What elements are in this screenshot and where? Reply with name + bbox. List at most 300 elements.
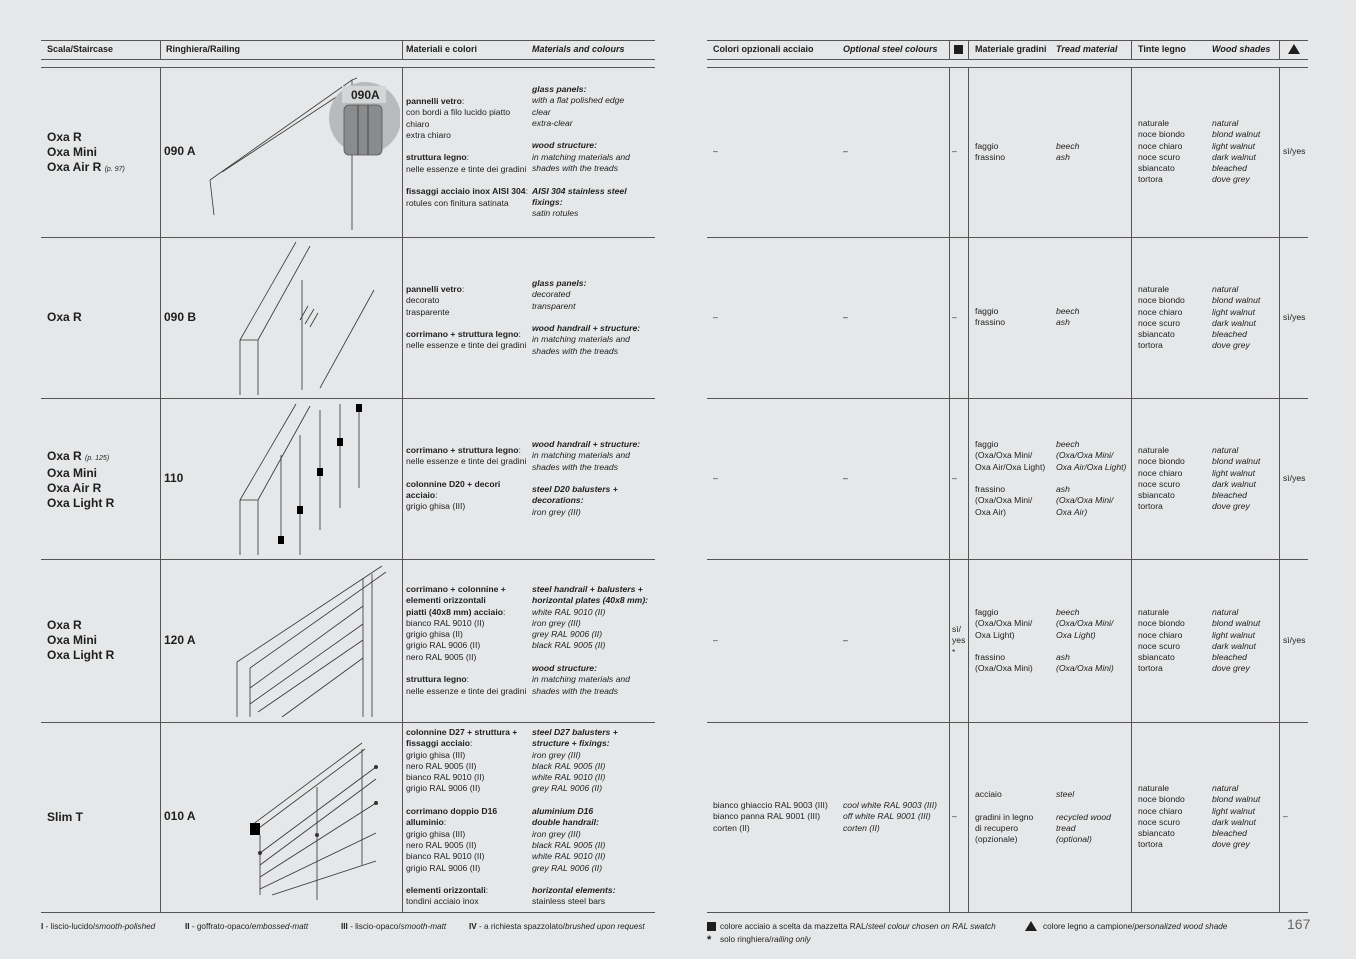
left-header-top-rule [41,40,655,41]
material-label: steel handrail + balusters + [532,584,643,594]
materials-en-line: white RAL 9010 (II) [532,851,606,862]
wood-shade-en-line: blond walnut [1212,295,1261,306]
tread-material-it-line: frassino [975,317,1006,328]
header-wood-it: Tinte legno [1138,44,1186,54]
material-label: struttura legno [406,674,467,685]
staircase-names [47,449,114,511]
tread-material-it-line [975,800,1033,811]
materials-it-line [406,96,528,107]
black-triangle-icon [1025,921,1037,931]
material-label: corrimano + struttura legno [406,445,519,455]
wood-shade-it-line: noce chiaro [1138,805,1183,816]
steel-colours-it-line: – [713,146,718,156]
tread-material-it [975,607,1033,675]
staircase-name [47,648,114,663]
tread-material-en-line [1056,473,1126,484]
wood-shade-en-line: blond walnut [1212,618,1261,629]
steel-colours-en [843,800,937,834]
label-colon: : [466,674,470,685]
tread-material-it-line: di recupero [975,822,1018,833]
steel-colours-en-line: – [843,146,848,156]
materials-en-line: iron grey (III) [532,749,581,760]
left-rule [41,398,655,399]
tread-material-en-line: tread [1056,822,1076,833]
tread-material-it-line [975,473,1045,484]
materials-it-line [406,490,526,501]
asterisk-legend: solo ringhiera/railing only [720,935,811,944]
finish-legend-3: III - liscio-opaco/smooth-matt [341,922,447,931]
ral-option [952,312,957,323]
left-col-rule [160,67,161,912]
header-steel-colours-en: Optional steel colours [843,44,938,54]
materials-it-line: grigio RAL 9006 (II) [406,640,481,651]
materials-it-line [406,445,526,456]
material-label: wood handrail + structure: [532,439,641,449]
right-col-rule [968,67,969,912]
materials-en-line [532,495,640,506]
materials-en-line [532,174,630,185]
materials-en [532,584,648,697]
steel-colours-it [713,312,718,323]
wood-shade-en-line: light walnut [1212,805,1255,816]
wood-shade-en [1212,445,1260,513]
materials-en-line [532,584,648,595]
steel-colours-it-line: – [713,635,718,645]
material-label: acciaio [406,490,436,501]
label-colon: : [466,152,470,163]
tread-material-en-line: (Oxa/Oxa Mini/ [1056,618,1114,629]
material-label: glass panels: [532,84,587,94]
wood-shade-it [1138,118,1185,186]
materials-it-line: bianco RAL 9010 (II) [406,772,485,783]
wood-shade-it-line: noce biondo [1138,129,1185,140]
wood-shade-it-line: noce chiaro [1138,306,1183,317]
tread-material-en-line: ash [1056,484,1070,495]
wood-shade-it-line: noce chiaro [1138,629,1183,640]
materials-it-line: grigio ghisa (III) [406,828,466,839]
ral-option [952,811,957,822]
steel-colours-it-line: bianco ghiaccio RAL 9003 (III) [713,800,828,810]
wood-shade-en-line: dove grey [1212,174,1250,185]
label-colon: : [461,284,465,294]
right-rule [707,559,1308,560]
staircase-name [47,310,82,325]
materials-it-line: tondini acciaio inox [406,896,479,907]
materials-en-line [532,885,618,896]
steel-colours-en [843,146,848,157]
header-wood-en: Wood shades [1212,44,1271,54]
tread-material-en [1056,141,1079,164]
tread-material-en [1056,607,1114,675]
wood-shade-en-line: dark walnut [1212,478,1256,489]
tread-material-en-line: ash [1056,152,1070,163]
material-label: corrimano + struttura legno [406,329,519,340]
material-label: steel D27 balusters + [532,727,618,737]
staircase-name [47,633,114,648]
materials-it-line [406,806,517,817]
staircase-model: Oxa Mini [47,633,98,647]
wood-shade-it [1138,607,1185,675]
materials-it-line [406,479,526,490]
page-reference: (p. 97) [104,166,125,173]
label-colon: : [461,96,465,106]
material-label: alluminio [406,817,444,828]
materials-it-line: decorato [406,295,440,306]
materials-en-line: shades with the treads [532,685,618,696]
staircase-model: Oxa Air R [47,160,102,174]
steel-colours-en [843,473,848,484]
tread-material-it-line: Oxa Air) [975,506,1007,517]
materials-it-line [406,817,517,828]
wood-shade-en-line: dark walnut [1212,317,1256,328]
wood-shade-it-line: noce chiaro [1138,140,1183,151]
wood-shade-en-line: bleached [1212,652,1247,663]
left-col-rule [402,40,403,59]
steel-colours-it [713,800,828,834]
wood-shade-it-line: tortora [1138,663,1163,674]
ral-option-line: – [952,811,957,821]
steel-colours-en-line: – [843,473,848,483]
ral-option [952,146,957,157]
steel-colours-en-line: off white RAL 9001 (III) [843,811,931,822]
wood-shade-it-line: sbiancato [1138,490,1175,501]
ral-option-line: yes [952,635,966,646]
staircase-name [47,496,114,511]
materials-it-line: rotules con finitura satinata [406,197,509,208]
wood-shade-it-line: noce scuro [1138,478,1181,489]
staircase-names [47,130,125,177]
staircase-model: Oxa R [47,449,82,463]
staircase-name [47,466,114,481]
wood-shade-it-line: noce chiaro [1138,467,1183,478]
wood-shade-it-line: naturale [1138,607,1170,617]
right-col-rule [1131,67,1132,912]
materials-en-line [532,140,630,151]
material-label: colonnine D27 + struttura + [406,727,518,737]
railing-code: 110 [164,471,184,485]
staircase-model: Slim T [47,810,84,824]
materials-it [406,284,526,352]
staircase-names [47,810,83,825]
wood-shade-en-line: blond walnut [1212,129,1261,140]
tread-material-en-line: Oxa Light) [1056,629,1096,640]
staircase-model: Oxa R [47,618,82,632]
wood-shade-en-line: dove grey [1212,839,1250,850]
right-col-rule [949,40,950,59]
steel-colours-it-line: – [713,312,718,322]
wood-shade-en-line: light walnut [1212,467,1255,478]
material-label: AISI 304 stainless steel [532,185,627,196]
tread-material-en-line: (Oxa/Oxa Mini) [1056,663,1114,674]
header-staircase: Scala/Staircase [47,44,114,54]
staircase-model: Oxa Light R [47,496,115,510]
materials-it-line [406,607,526,618]
wood-shade-en-line: natural [1212,445,1239,455]
custom-shade-option: sì/yes [1283,473,1306,483]
tread-material-it [975,141,1005,164]
materials-it-line [406,663,526,674]
left-rule [41,559,655,560]
wood-shade-it-line: noce biondo [1138,618,1185,629]
materials-en-line [532,795,618,806]
tread-material-en-line: beech [1056,439,1080,449]
wood-shade-en [1212,118,1260,186]
materials-en [532,439,640,518]
tread-material-en-line: recycled wood [1056,811,1111,822]
triangle-legend: colore legno a campione/personalized wood shade [1043,922,1228,931]
tread-material-en-line: (Oxa/Oxa Mini/ [1056,450,1114,461]
asterisk-icon: * [707,934,712,946]
ral-option-line: – [952,146,957,156]
materials-it-line: bianco RAL 9010 (II) [406,617,485,628]
material-label: pannelli vetro [406,284,462,294]
material-label: piatti (40x8 mm) acciaio [406,606,503,617]
tread-material-it-line: (Oxa/Oxa Mini/ [975,495,1033,506]
material-label: double handrail: [532,817,599,828]
label-colon: : [470,738,473,749]
tread-material-it-line: frassino [975,652,1006,663]
wood-shade-en-line: dove grey [1212,501,1250,512]
materials-en-line: clear [532,106,551,117]
label-colon: : [518,329,521,340]
materials-en-line [532,595,648,606]
materials-en-line: satin rotules [532,208,579,219]
materials-it-line [406,874,517,885]
materials-en-line: white RAL 9010 (II) [532,772,606,783]
materials-en-line [532,817,618,828]
staircase-name [47,481,114,496]
steel-colours-it [713,473,718,484]
materials-it-line: con bordi a filo lucido piatto [406,107,511,118]
tread-material-it-line: Oxa Light) [975,629,1015,640]
materials-en-line [532,727,618,738]
wood-shade-it-line: noce scuro [1138,816,1181,827]
ral-option [952,473,957,484]
wood-shade-it-line: sbiancato [1138,329,1175,340]
tread-material-it [975,306,1005,329]
label-colon: : [518,445,521,455]
wood-shade-it [1138,445,1185,513]
materials-en-line: extra-clear [532,117,573,128]
right-rule [707,398,1308,399]
material-label: corrimano + colonnine + [406,584,506,594]
materials-en-line: transparent [532,300,576,311]
wood-shade-en-line: bleached [1212,828,1247,839]
materials-it-line [406,175,528,186]
railing-code: 090 B [164,310,197,324]
wood-shade-it-line: noce biondo [1138,456,1185,467]
wood-shade-en-line: bleached [1212,329,1247,340]
steel-colours-en-line: cool white RAL 9003 (III) [843,800,937,810]
railing-090b-illustration [162,240,400,396]
materials-en-line [532,473,640,484]
black-square-icon [707,922,716,931]
wood-shade-en-line: natural [1212,118,1239,128]
materials-en-line: grey RAL 9006 (II) [532,783,603,794]
staircase-model: Oxa Mini [47,145,98,159]
left-rule [41,722,655,723]
material-label: wood structure: [532,140,597,151]
tread-material-it-line: faggio [975,141,999,151]
materials-en [532,278,640,357]
materials-en-line: shades with the treads [532,163,618,174]
wood-shade-en-line: dark walnut [1212,640,1256,651]
materials-it [406,584,526,697]
materials-en-line: in matching materials and [532,334,630,345]
materials-it-line: nelle essenze e tinte dei gradini [406,685,527,696]
staircase-model: Oxa Light R [47,648,115,662]
materials-it-line [406,595,526,606]
header-steel-colours-it: Colori opzionali acciaio [713,44,814,54]
tread-material-en-line [1056,641,1114,652]
wood-shade-it [1138,783,1185,851]
staircase-model: Oxa R [47,130,82,144]
material-label: elementi orizzontali [406,595,486,606]
right-rule [707,237,1308,238]
wood-shade-en-line: natural [1212,783,1239,793]
tread-material-en [1056,306,1079,329]
wood-shade-it-line: tortora [1138,501,1163,512]
tread-material-en-line: beech [1056,607,1080,617]
wood-shade-en-line: dove grey [1212,663,1250,674]
tread-material-en-line: ash [1056,317,1070,328]
material-label: struttura legno [406,152,467,163]
label-colon: : [435,490,438,501]
right-col-rule [1279,67,1280,912]
wood-shade-en [1212,284,1260,352]
staircase-names [47,618,114,663]
materials-en-line: grey RAL 9006 (II) [532,862,603,873]
materials-en-line [532,874,618,885]
header-materials-en: Materials and colours [532,44,625,54]
material-label: pannelli vetro [406,96,462,106]
label-colon: : [525,186,528,197]
black-square-icon [954,45,963,54]
materials-en-line [532,806,618,817]
materials-it [406,445,526,513]
materials-it-line: bianco RAL 9010 (II) [406,851,485,862]
tread-material-it-line: frassino [975,484,1006,495]
wood-shade-it-line: naturale [1138,118,1170,128]
materials-it [406,96,528,209]
finish-legend-4: IV - a richiesta spazzolato/brushed upon request [469,922,645,931]
material-label: steel D20 balusters + [532,484,618,495]
materials-it-line: grigio ghisa (III) [406,501,466,512]
materials-it-line [406,584,526,595]
materials-en-line: in matching materials and [532,450,630,461]
right-col-rule [1279,40,1280,59]
railing-badge: 090A [351,88,380,102]
ral-option-line: – [952,473,957,483]
wood-shade-en-line: light walnut [1212,629,1255,640]
tread-material-it [975,439,1045,518]
right-header-top-rule [707,40,1308,41]
steel-colours-en [843,312,848,323]
railing-code: 010 A [164,809,196,823]
materials-en-line [532,663,648,674]
wood-shade-en [1212,783,1260,851]
materials-it [406,727,517,908]
wood-shade-it-line: noce biondo [1138,794,1185,805]
materials-it-line [406,186,528,197]
staircase-name [47,130,125,145]
materials-it-line [406,318,526,329]
left-rule [41,912,655,913]
ral-option-line: sì/ [952,624,962,634]
tread-material-en-line: (optional) [1056,834,1092,845]
railing-code: 120 A [164,633,196,647]
staircase-model: Oxa Mini [47,466,98,480]
wood-shade-it-line: sbiancato [1138,652,1175,663]
railing-120a-illustration [162,562,400,720]
wood-shade-en-line: blond walnut [1212,456,1261,467]
staircase-model: Oxa Air R [47,481,102,495]
materials-it-line: extra chiaro [406,129,451,140]
steel-colours-it-line: – [713,473,718,483]
material-label: horizontal plates (40x8 mm): [532,595,649,606]
steel-colours-en-line: – [843,312,848,322]
right-col-rule [949,67,950,912]
tread-material-it-line: (opzionale) [975,834,1018,845]
left-header-bottom-rule [41,59,655,60]
page-number: 167 [1287,916,1311,932]
materials-en-line: in matching materials and [532,674,630,685]
finish-legend-2: II - goffrato-opaco/embossed-matt [185,922,309,931]
railing-010a-illustration [162,725,400,910]
materials-it-line [406,284,526,295]
tread-material-it-line: acciaio [975,789,1002,799]
tread-material-it-line: (Oxa/Oxa Mini) [975,663,1033,674]
wood-shade-it-line: noce biondo [1138,295,1185,306]
material-label: wood structure: [532,663,597,674]
materials-it-line [406,141,528,152]
tread-material-en-line: beech [1056,306,1080,316]
materials-it-line: chiaro [406,118,430,129]
materials-en-line: grey RAL 9006 (II) [532,629,603,640]
tread-material-en-line: Oxa Air/Oxa Light) [1056,461,1127,472]
label-colon: : [502,606,506,617]
materials-en [532,84,630,220]
materials-en-line: black RAL 9005 (II) [532,640,606,651]
ral-option-line: * [952,646,956,657]
wood-shade-en-line: dark walnut [1212,151,1256,162]
tread-material-en-line: ash [1056,652,1070,663]
wood-shade-it [1138,284,1185,352]
tread-material-it [975,789,1033,845]
materials-it-line: nero RAL 9005 (II) [406,651,477,662]
steel-colours-it-line: bianco panna RAL 9001 (III) [713,811,821,822]
materials-en-line: white RAL 9010 (II) [532,606,606,617]
wood-shade-it-line: noce scuro [1138,640,1181,651]
steel-colours-en [843,635,848,646]
left-rule [41,237,655,238]
tread-material-it-line [975,641,1033,652]
materials-it-line: nelle essenze e tinte dei gradini [406,163,527,174]
material-label: fixings: [532,196,563,207]
materials-it-line [406,468,526,479]
materials-it-line [406,885,517,896]
materials-it-line [406,795,517,806]
material-label: horizontal elements: [532,885,616,896]
materials-en-line: black RAL 9005 (II) [532,839,606,850]
steel-colours-it [713,635,718,646]
steel-colours-en-line: – [843,635,848,645]
materials-en-line: with a flat polished edge [532,95,625,106]
materials-en-line [532,312,640,323]
materials-en-line: iron grey (III) [532,828,581,839]
tread-material-it-line: (Oxa/Oxa Mini/ [975,450,1033,461]
railing-110-illustration [162,400,400,557]
